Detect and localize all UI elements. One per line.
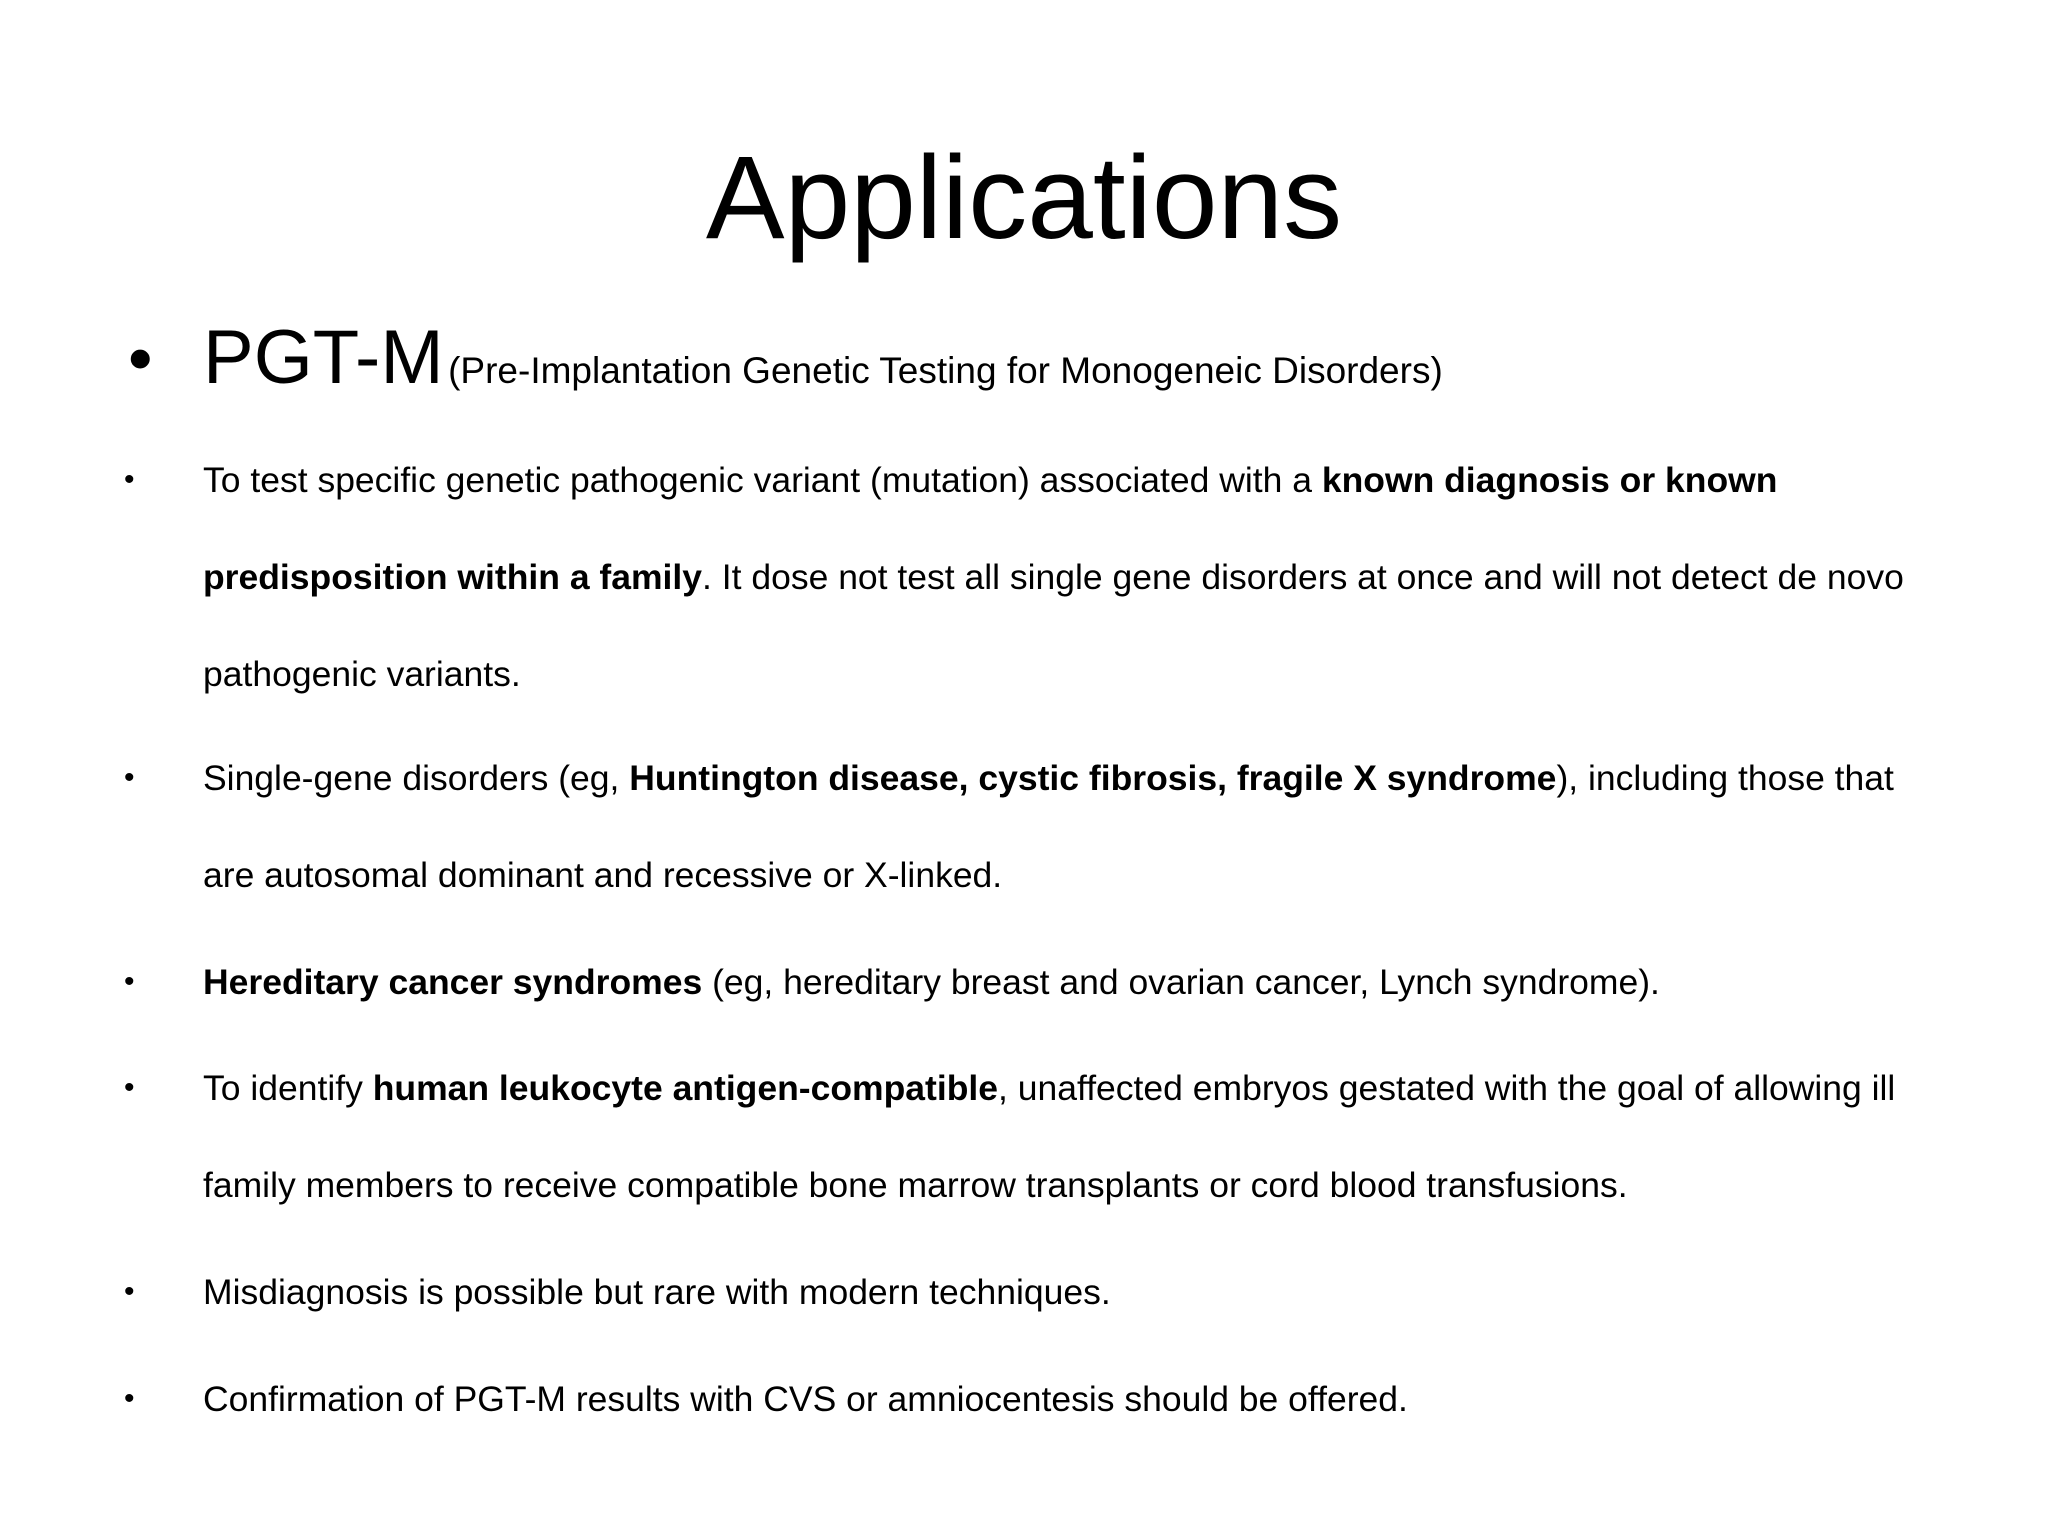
text-plain: Single-gene disorders (eg, [203,758,630,798]
bullet-marker: • [124,1071,135,1104]
bullet-marker: • [124,463,135,496]
list-item-text [203,1351,1923,1448]
list-item-text [203,934,1923,1031]
text-plain: ), including those that are autosomal dominant and recessive or X-linked. [203,758,1894,895]
bullet-marker: • [124,965,135,998]
text-plain: . It dose not test all single gene disorders at once and will not detect de novo pathogenic variants. [203,557,1904,694]
list-item-text [203,730,1923,924]
bullet-marker: • [124,1382,135,1415]
slide-title: Applications [705,132,1343,264]
bullet-marker: • [124,761,135,794]
text-bold: Hereditary cancer syndromes [203,962,703,1002]
text-plain: Confirmation of PGT-M results with CVS or amniocentesis should be offered. [203,1379,1408,1419]
text-plain: To test specific genetic pathogenic variant (mutation) associated with a [203,460,1322,500]
heading-main: PGT-M [203,315,444,400]
text-plain: To identify [203,1068,373,1108]
bullet-marker: • [124,1275,135,1308]
list-item-text [203,1244,1923,1341]
text-bold: known diagnosis or known predisposition within a family [203,460,1778,597]
bullet-marker: • [128,319,153,397]
heading-sub: (Pre-Implantation Genetic Testing for Monogeneic Disorders) [448,350,1443,391]
text-bold: Huntington disease, cystic fibrosis, fragile X syndrome [629,758,1557,798]
heading-text [203,313,1443,416]
text-plain: (eg, hereditary breast and ovarian cancer, Lynch syndrome). [702,962,1660,1002]
text-bold: human leukocyte antigen-compatible [372,1068,999,1108]
list-item-text [203,1040,1923,1234]
text-plain: , unaffected embryos gestated with the goal of allowing ill family members to receive compatible bone marrow transplants or cord blood transfusions. [203,1068,1896,1205]
list-item-text [203,432,1923,723]
heading-bullet [0,313,2048,403]
text-plain: Misdiagnosis is possible but rare with modern techniques. [203,1272,1111,1312]
